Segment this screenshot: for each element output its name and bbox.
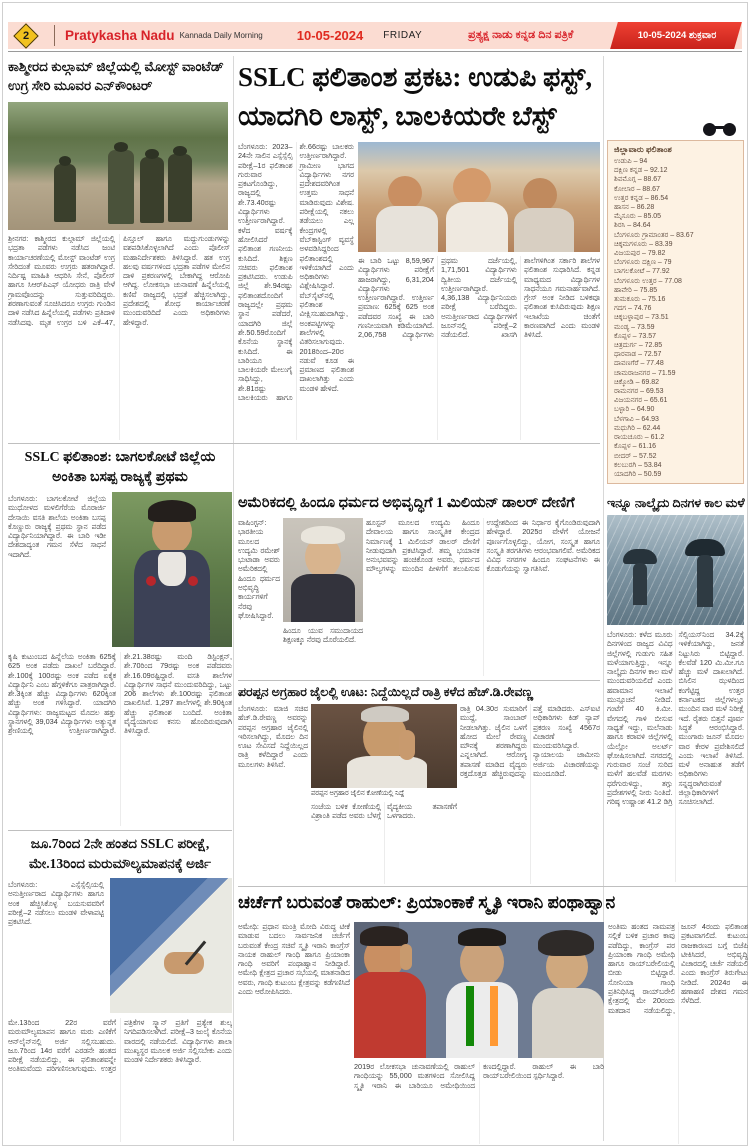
date-ribbon — [606, 22, 738, 49]
sslc-headline: SSLC ಫಲಿತಾಂಶ ಪ್ರಕಟ: ಉಡುಪಿ ಫಸ್ಟ್, ಯಾದಗಿರಿ ಲಾಸ್ಟ್, ಬಾಲಕಿಯರೇ ಬೆಸ್ಟ್ — [238, 62, 593, 131]
revanna-shirt — [347, 756, 427, 788]
pedestrian-figure — [633, 563, 647, 605]
donation-body-mid: ಹಿಂದೂ ಯುವ ಸಮುದಾಯದ ಶಿಕ್ಷಣಕ್ಕೂ ನೆರವು ದೊರೆಯಲಿದೆ. — [283, 626, 363, 645]
student-shirt — [158, 552, 186, 586]
rahul-body-left: ಅಮೇಥಿ: ಪ್ರಧಾನ ಮಂತ್ರಿ ಮೋದಿ ವಿರುದ್ಧ ಟೀಕೆ ಮಾಡುವ ಬದಲು ಸಾರ್ವಜನಿಕ ಚರ್ಚೆಗೆ ಬರುವಂತೆ ಕೇಂದ್ರ ಸಚಿವೆ ಸ್ಮೃತಿ ಇರಾನಿ ಕಾಂಗ್ರೆಸ್ ನಾಯಕ ರಾಹುಲ್ ಗಾಂಧಿ ಹಾಗೂ ಪ್ರಿಯಾಂಕಾ ಗಾಂಧಿ ಅವರಿಗೆ ಪಂಥಾಹ್ವಾನ ನೀಡಿದ್ದಾರೆ. ಅಮೇಥಿ ಕ್ಷೇತ್ರದ ಪ್ರಚಾರ ಸಭೆಯಲ್ಲಿ ಮಾತನಾಡಿದ ಅವರು, ಗಾಂಧಿ ಕುಟುಂಬ ಕ್ಷೇತ್ರವನ್ನು ಕಡೆಗಣಿಸಿದೆ ಎಂದು ಆರೋಪಿಸಿದರು. — [238, 922, 350, 997]
results-title: ಜಿಲ್ಲಾವಾರು ಫಲಿತಾಂಶ — [614, 145, 672, 154]
revanna-body-right: ರಾತ್ರಿ 04.30ರ ಸುಮಾರಿಗೆ ಮುದ್ದೆ, ಸಾಂಬಾರ್ ನೀಡಲಾಗಿತ್ತು. ಜೈಲಿನ ಒಳಗೆ ಹೋದ ಮೇಲೆ ರೇವಣ್ಣ ಮೌನಕ್ಕೆ ಶರಣಾಗಿದ್ದರು ಎನ್ನಲಾಗಿದೆ. ಆರೋಗ್ಯ ತಪಾಸಣೆ ಮಾಡಿದ ವೈದ್ಯರು ರಕ್ತದೊತ್ತಡ ಹೆಚ್ಚಿರುವುದನ್ನು ಪತ್ತೆ ಮಾಡಿದರು. ಎಸ್‌ಐಟಿ ಅಧಿಕಾರಿಗಳು ಕಿಡ್ ನ್ಯಾಪ್ ಪ್ರಕರಣ ಸಂಖ್ಯೆ 4567ರ ವಿಚಾರಣೆ ಮುಂದುವರಿಸಿದ್ದಾರೆ. ನ್ಯಾಯಾಲಯ ಜಾಮೀನು ಅರ್ಜಿಯ ವಿಚಾರಣೆಯನ್ನು ಮುಂದೂಡಿದೆ. — [460, 704, 600, 779]
result-row: ಬೆಂಗಳೂರು ಗ್ರಾಮಾಂತರ – 83.67 — [614, 231, 694, 239]
donation-body-right: ಹೂಸ್ಟನ್ ಮೂಲದ ಉದ್ಯಮಿ ಹಿಂದೂ ದೇವಾಲಯ ಹಾಗೂ ಸಾಂಸ್ಕೃತಿಕ ಕೇಂದ್ರದ ನಿರ್ಮಾಣಕ್ಕೆ 1 ಮಿಲಿಯನ್ ಡಾಲರ್ ದೇಣಿಗೆ ನೀಡುವುದಾಗಿ ಪ್ರಕಟಿಸಿದ್ದಾರೆ. ತಮ್ಮ ಭಯಾನಕ ಅನುಭವವನ್ನು ಹಂಚಿಕೊಂಡ ಅವರು, ಧರ್ಮದ ಮೌಲ್ಯಗಳನ್ನು ಮುಂದಿನ ಪೀಳಿಗೆಗೆ ತಲುಪಿಸುವ ಉದ್ದೇಶದಿಂದ ಈ ನಿರ್ಧಾರ ಕೈಗೊಂಡಿರುವುದಾಗಿ ಹೇಳಿದ್ದಾರೆ. 2025ರ ವೇಳೆಗೆ ಯೋಜನೆ ಪೂರ್ಣಗೊಳ್ಳಲಿದ್ದು, ಯೋಗ, ಸಂಸ್ಕೃತ ಹಾಗೂ ಸಂಸ್ಕೃತಿ ತರಗತಿಗಳು ಆರಂಭವಾಗಲಿವೆ. ಅಮೆರಿಕದ ವಿವಿಧ ನಗರಗಳ ಹಿಂದೂ ಸಂಘಟನೆಗಳು ಈ ಕೊಡುಗೆಯನ್ನು ಸ್ವಾಗತಿಸಿವೆ. — [366, 518, 600, 574]
page-number-badge — [8, 22, 42, 49]
result-row: ಶಿವಮೊಗ್ಗ – 88.67 — [614, 176, 662, 184]
masthead-rule — [8, 51, 742, 52]
rahul-body-mid: 2019ರ ಲೋಕಸಭಾ ಚುನಾವಣೆಯಲ್ಲಿ ರಾಹುಲ್ ಗಾಂಧಿಯನ್ನು 55,000 ಮತಗಳಿಂದ ಸೋಲಿಸಿದ್ದ ಸ್ಮೃತಿ ಇರಾನಿ ಈ ಬಾರಿಯೂ ಅಮೇಥಿಯಿಂದ ಕಣದಲ್ಲಿದ್ದಾರೆ. ರಾಹುಲ್ ಈ ಬಾರಿ ರಾಯ್‌ಬರೇಲಿಯಿಂದ ಸ್ಪರ್ಧಿಸಿದ್ದಾರೆ. — [354, 1062, 604, 1090]
masthead-date: 10-05-2024 — [296, 28, 364, 43]
revanna-body-mid: ಸಂಜೆಯ ಬಳಿಕ ಕೋಣೆಯಲ್ಲಿ ವಿಶ್ರಾಂತಿ ಪಡೆದ ಅವರು ಬೆಳಗ್ಗೆ ವೈದ್ಯಕೀಯ ತಪಾಸಣೆಗೆ ಒಳಗಾದರು. — [311, 802, 457, 821]
priyanka-hair — [538, 930, 594, 956]
donor-suit — [291, 574, 355, 622]
exam-body-top: ಬೆಂಗಳೂರು: ಎಸ್ಸೆಸ್ಸೆಲ್ಸಿಯಲ್ಲಿ ಅನುತ್ತೀರ್ಣರಾದ ವಿದ್ಯಾರ್ಥಿಗಳು ಹಾಗೂ ಅಂಕ ಹೆಚ್ಚಿಸಿಕೊಳ್ಳ ಬಯಸುವವರಿಗೆ ಪರೀಕ್ಷೆ–2 ನಡೆಸಲು ಮಂಡಳಿ ವೇಳಾಪಟ್ಟಿ ಪ್ರಕಟಿಸಿದೆ. — [8, 880, 104, 927]
soldier-figure — [168, 154, 192, 222]
ankita-headline: SSLC ಫಲಿತಾಂಶ: ಬಾಗಲಕೋಟೆ ಜಿಲ್ಲೆಯ ಅಂಕಿತಾ ಬಸಪ್ಪ ರಾಜ್ಯಕ್ಕೆ ಪ್ರಥಮ — [24, 450, 216, 485]
soldier-figure — [54, 164, 76, 222]
rahul-kurta — [446, 982, 518, 1058]
result-row: ಚಿಕ್ಕಬಳ್ಳಾಪುರ – 73.51 — [614, 314, 669, 322]
revanna-headline: ಪರಪ್ಪನ ಅಗ್ರಹಾರ ಜೈಲಲ್ಲಿ ಊಟ: ನಿದ್ದೆಯಿಲ್ಲದೆ ರಾತ್ರಿ ಕಳೆದ ಹೆಚ್.ಡಿ.ರೇವಣ್ಣ — [238, 685, 534, 699]
student-face — [388, 176, 422, 210]
result-row: ರಾಮನಗರ – 69.53 — [614, 388, 664, 396]
results-list — [614, 157, 737, 479]
donation-headline: ಅಮೆರಿಕದಲ್ಲಿ ಹಿಂದೂ ಧರ್ಮದ ಅಭಿವೃದ್ಧಿಗೆ 1 ಮಿಲಿಯನ್ ಡಾಲರ್ ದೇಣಿಗೆ — [238, 495, 575, 511]
column-rule-left — [233, 56, 234, 1141]
revanna-photo — [311, 704, 457, 788]
paper-kannada-title: ಪ್ರತ್ಯಕ್ಷ ನಾಡು ಕನ್ನಡ ದಿನ ಪತ್ರಿಕೆ — [468, 29, 574, 41]
encounter-photo — [8, 102, 228, 230]
rain-streaks — [607, 515, 744, 625]
weather-photo — [607, 515, 744, 625]
soldier-figure — [108, 150, 134, 224]
ankita-body-bottom: ಕೃಷಿ ಕುಟುಂಬದ ಹಿನ್ನೆಲೆಯ ಅಂಕಿತಾ 625ಕ್ಕೆ 625 ಅಂಕ ಪಡೆದು ದಾಖಲೆ ಬರೆದಿದ್ದಾರೆ. ಶೇ.100ಕ್ಕೆ 100ರಷ್ಟು ಅಂಕ ಪಡೆದ ಏಕೈಕ ವಿದ್ಯಾರ್ಥಿನಿ ಎಂಬ ಹೆಗ್ಗಳಿಕೆಗೂ ಪಾತ್ರರಾಗಿದ್ದಾರೆ. ಶೇ.3ಕ್ಕಿಂತ ಹೆಚ್ಚು ವಿದ್ಯಾರ್ಥಿಗಳು 620ಕ್ಕಿಂತ ಹೆಚ್ಚು ಅಂಕ ಗಳಿಸಿದ್ದಾರೆ. ಯಾದಗಿರಿ ವಿದ್ಯಾರ್ಥಿಗಳು: ರಾಜ್ಯಮಟ್ಟದ ಮೊದಲ ಹತ್ತು ಸ್ಥಾನಗಳಲ್ಲಿ 39,034 ವಿದ್ಯಾರ್ಥಿಗಳು ಅತ್ಯುನ್ನತ ಶ್ರೇಣಿಯಲ್ಲಿ ಉತ್ತೀರ್ಣರಾಗಿದ್ದಾರೆ. ಶೇ.21.38ರಷ್ಟು ಮಂದಿ ಡಿಸ್ಟಿಂಕ್ಷನ್, ಶೇ.70ರಿಂದ 79ರಷ್ಟು ಅಂಕ ಪಡೆದವರು ಶೇ.16.09ರಷ್ಟಿದ್ದಾರೆ. ವಸತಿ ಶಾಲೆಗಳ ವಿದ್ಯಾರ್ಥಿಗಳ ಸಾಧನೆ ಮುಂದುವರಿದಿದ್ದು, ಒಟ್ಟು 206 ಶಾಲೆಗಳು ಶೇ.100ರಷ್ಟು ಫಲಿತಾಂಶ ದಾಖಲಿಸಿವೆ. 1,297 ಶಾಲೆಗಳಲ್ಲಿ ಶೇ.90ಕ್ಕಿಂತ ಹೆಚ್ಚು ಫಲಿತಾಂಶ ಬಂದಿದೆ. ಅಂಕಿತಾ ವೈದ್ಯೆಯಾಗುವ ಕನಸು ಹೊಂದಿರುವುದಾಗಿ ತಿಳಿಸಿದ್ದಾರೆ. — [8, 652, 232, 736]
result-row: ಯಾದಗಿರಿ – 50.59 — [614, 470, 662, 478]
result-row: ಚಿಕ್ಕೋಡಿ – 69.82 — [614, 378, 659, 386]
result-row: ಮೈಸೂರು – 85.05 — [614, 213, 662, 221]
result-row: ಕೋಲಾರ – 88.67 — [614, 185, 660, 193]
result-row: ಶಿರಸಿ – 84.64 — [614, 222, 651, 230]
page-number: 2 — [22, 29, 30, 42]
spectacles-bridge — [714, 126, 724, 129]
pedestrian-figure — [697, 555, 713, 607]
district-results-box — [607, 140, 744, 484]
rahul-hair — [458, 928, 506, 946]
section-rule — [8, 443, 600, 444]
masthead — [8, 22, 742, 49]
umbrella — [623, 549, 657, 564]
result-row: ಕೊಪ್ಪಳ – 73.57 — [614, 332, 657, 340]
masthead-day: FRIDAY — [383, 30, 423, 41]
donation-photo — [283, 518, 363, 622]
exam-photo — [110, 878, 232, 1013]
ankita-photo — [112, 492, 232, 647]
student-hair — [148, 500, 196, 522]
paper-tagline: Kannada Daily Morning — [179, 31, 263, 40]
flag-sash-green — [466, 986, 474, 1046]
exam-headline: ಜೂ.7ರಿಂದ 2ನೇ ಹಂತದ SSLC ಪರೀಕ್ಷೆ, ಮೇ.13ರಿಂದ ಮರುಮೌಲ್ಯಮಾಪನಕ್ಕೆ ಅರ್ಜಿ — [28, 836, 212, 871]
revanna-hand — [399, 730, 415, 760]
exam-body-bottom: ಮೇ.13ರಿಂದ 22ರ ವರೆಗೆ ಮರುಮೌಲ್ಯಮಾಪನ ಹಾಗೂ ಮರು ಎಣಿಕೆಗೆ ಆನ್‌ಲೈನ್‌ನಲ್ಲಿ ಅರ್ಜಿ ಸಲ್ಲಿಸಬಹುದು. ಜೂ.7ರಿಂದ 14ರ ವರೆಗೆ ಎರಡನೇ ಹಂತದ ಪರೀಕ್ಷೆ ನಡೆಯಲಿದ್ದು, ಈ ಫಲಿತಾಂಶವನ್ನೇ ಅಂತಿಮವೆಂದು ಪರಿಗಣಿಸಲಾಗುವುದು. ಉತ್ತರ ಪತ್ರಿಕೆಗಳ ಸ್ಕ್ಯಾನ್ ಪ್ರತಿಗೆ ಪ್ರತ್ಯೇಕ ಶುಲ್ಕ ನಿಗದಿಪಡಿಸಲಾಗಿದೆ. ಪರೀಕ್ಷೆ–3 ಜುಲೈ ಕೊನೆಯ ವಾರದಲ್ಲಿ ನಡೆಯಲಿದೆ. ವಿದ್ಯಾರ್ಥಿಗಳು ಶಾಲಾ ಮುಖ್ಯಸ್ಥರ ಮೂಲಕ ಅರ್ಜಿ ಸಲ್ಲಿಸಬೇಕು ಎಂದು ಮಂಡಳಿ ನಿರ್ದೇಶಕರು ತಿಳಿಸಿದ್ದಾರೆ. — [8, 1018, 232, 1074]
uniform-badge — [188, 576, 198, 586]
paper-name: Pratykasha Nadu — [65, 28, 175, 43]
result-row: ಹಾವೇರಿ – 75.85 — [614, 286, 658, 294]
result-row: ಧಾರವಾಡ – 72.57 — [614, 351, 662, 359]
result-row: ಹಾಸನ – 86.28 — [614, 204, 655, 212]
pointing-hand — [400, 944, 412, 970]
result-row: ವಿಜಯನಗರ – 65.61 — [614, 397, 668, 405]
section-rule — [8, 830, 232, 831]
result-row: ದಕ್ಷಿಣ ಕನ್ನಡ – 92.12 — [614, 167, 668, 175]
result-row: ಬೀದರ್ – 57.52 — [614, 452, 657, 460]
section-rule — [238, 886, 748, 887]
student-dress — [446, 202, 508, 252]
uniform-badge — [146, 576, 156, 586]
smriti-saree — [354, 972, 426, 1058]
result-row: ದಾವಣಗೆರೆ – 77.48 — [614, 360, 664, 368]
spectacles-lens — [703, 123, 716, 136]
sslc-body-right: ಈ ಬಾರಿ ಒಟ್ಟು 8,59,967 ವಿದ್ಯಾರ್ಥಿಗಳು ಪರೀಕ್ಷೆಗೆ ಹಾಜರಾಗಿದ್ದು, 6,31,204 ವಿದ್ಯಾರ್ಥಿಗಳು ಉತ್ತೀರ್ಣರಾಗಿದ್ದಾರೆ. ಉತ್ತೀರ್ಣ ಪ್ರಮಾಣ: 625ಕ್ಕೆ 625 ಅಂಕ ಪಡೆದವರ ಸಂಖ್ಯೆ ಈ ಬಾರಿ ಗಣನೀಯವಾಗಿ ಕಡಿಮೆಯಾಗಿದೆ. 2,06,758 ವಿದ್ಯಾರ್ಥಿಗಳು ಪ್ರಥಮ ದರ್ಜೆಯಲ್ಲಿ, 1,71,501 ವಿದ್ಯಾರ್ಥಿಗಳು ದ್ವಿತೀಯ ದರ್ಜೆಯಲ್ಲಿ ಉತ್ತೀರ್ಣರಾಗಿದ್ದಾರೆ. 4,36,138 ವಿದ್ಯಾರ್ಥಿನಿಯರು ಪರೀಕ್ಷೆ ಬರೆದಿದ್ದರು. ಅನುತ್ತೀರ್ಣರಾದ ವಿದ್ಯಾರ್ಥಿಗಳಿಗೆ ಜೂನ್‌ನಲ್ಲಿ ಪರೀಕ್ಷೆ–2 ನಡೆಯಲಿದೆ. ಖಾಸಗಿ ಶಾಲೆಗಳಿಗಿಂತ ಸರ್ಕಾರಿ ಶಾಲೆಗಳ ಫಲಿತಾಂಶ ಸುಧಾರಿಸಿದೆ. ಕನ್ನಡ ಮಾಧ್ಯಮದ ವಿದ್ಯಾರ್ಥಿಗಳ ಸಾಧನೆಯೂ ಗಮನಾರ್ಹವಾಗಿದೆ. ಗ್ರೇಸ್ ಅಂಕ ನೀಡಿದ ಬಳಿಕವೂ ಫಲಿತಾಂಶ ಕುಸಿದಿರುವುದು ಶಿಕ್ಷಣ ಇಲಾಖೆಯ ಚಿಂತೆಗೆ ಕಾರಣವಾಗಿದೆ ಎಂದು ಮಂಡಳಿ ತಿಳಿಸಿದೆ. — [358, 256, 600, 340]
result-row: ರಾಯಚೂರು – 61.2 — [614, 434, 665, 442]
encounter-headline: ಕಾಶ್ಮೀರದ ಕುಲ್ಗಾಮ್ ಜಿಲ್ಲೆಯಲ್ಲಿ ಮೋಸ್ಟ್ ವಾಂಟೆಡ್ ಉಗ್ರ ಸೇರಿ ಮೂವರ ಎನ್‌ಕೌಂಟರ್ — [8, 59, 224, 93]
result-row: ತುಮಕೂರು – 75.16 — [614, 296, 666, 304]
result-row: ಬೆಳಗಾವಿ – 64.93 — [614, 415, 659, 423]
weather-body: ಬೆಂಗಳೂರು: ಕಳೆದ ಮೂರು ದಿನಗಳಿಂದ ರಾಜ್ಯದ ವಿವಿಧ ಜಿಲ್ಲೆಗಳಲ್ಲಿ ಗುಡುಗು ಸಹಿತ ಮಳೆಯಾಗುತ್ತಿದ್ದು, ಇನ್ನೂ ನಾಲ್ಕೈದು ದಿನಗಳ ಕಾಲ ಮಳೆ ಮುಂದುವರಿಯಲಿದೆ ಎಂದು ಹವಾಮಾನ ಇಲಾಖೆ ಮುನ್ಸೂಚನೆ ನೀಡಿದೆ. ಗಂಟೆಗೆ 40 ಕಿ.ಮೀ. ವೇಗದಲ್ಲಿ ಗಾಳಿ ಬೀಸುವ ಸಾಧ್ಯತೆ ಇದ್ದು, ಮಲೆನಾಡು ಹಾಗೂ ಕರಾವಳಿ ಜಿಲ್ಲೆಗಳಲ್ಲಿ ಯೆಲ್ಲೋ ಅಲರ್ಟ್ ಘೋಷಿಸಲಾಗಿದೆ. ನಗರದಲ್ಲಿ ಗುರುವಾರ ಸಂಜೆ ಸುರಿದ ಮಳೆಗೆ ಹಲವೆಡೆ ಮರಗಳು ಧರೆಗುರುಳಿದ್ದು, ತಗ್ಗು ಪ್ರದೇಶಗಳಲ್ಲಿ ನೀರು ನಿಂತಿದೆ. ಗರಿಷ್ಠ ಉಷ್ಣಾಂಶ 41.2 ಡಿಗ್ರಿ ಸೆಲ್ಸಿಯಸ್‌ನಿಂದ 34.2ಕ್ಕೆ ಇಳಿಕೆಯಾಗಿದ್ದು, ಜನತೆ ನಿಟ್ಟುಸಿರು ಬಿಟ್ಟಿದ್ದಾರೆ. ಕೆಲವೆಡೆ 120 ಮಿ.ಮೀ.ಗೂ ಹೆಚ್ಚು ಮಳೆ ದಾಖಲಾಗಿದೆ. ಬಿಸಿಲಿನ ಝಳದಿಂದ ಕಂಗೆಟ್ಟಿದ್ದ ಉತ್ತರ ಕರ್ನಾಟಕದ ಜಿಲ್ಲೆಗಳಲ್ಲೂ ಮುಂದಿನ ವಾರ ಮಳೆ ನಿರೀಕ್ಷೆ ಇದೆ. ರೈತರು ಬಿತ್ತನೆ ಪೂರ್ವ ಸಿದ್ಧತೆ ಆರಂಭಿಸಿದ್ದಾರೆ. ಮುಂಗಾರು ಜೂನ್ ಮೊದಲ ವಾರ ಕೇರಳ ಪ್ರವೇಶಿಸಲಿದೆ ಎಂದು ಇಲಾಖೆ ತಿಳಿಸಿದೆ. ಮಳೆ ಅನಾಹುತ ತಡೆಗೆ ಅಧಿಕಾರಿಗಳು ಸನ್ನದ್ಧರಾಗಿರುವಂತೆ ಜಿಲ್ಲಾಧಿಕಾರಿಗಳಿಗೆ ಸೂಚಿಸಲಾಗಿದೆ. — [607, 630, 744, 807]
result-row: ಬಳ್ಳಾರಿ – 64.90 — [614, 406, 655, 414]
result-row: ಕೊಪ್ಪಳ – 61.16 — [614, 443, 657, 451]
donor-hair — [301, 526, 345, 544]
donation-body-left: ವಾಷಿಂಗ್ಟನ್: ಭಾರತೀಯ ಮೂಲದ ಉದ್ಯಮಿ ರಮೇಶ್ ಭುಟಾಡಾ ಅವರು ಅಮೆರಿಕದಲ್ಲಿ ಹಿಂದೂ ಧರ್ಮದ ಅಭಿವೃದ್ಧಿ ಕಾರ್ಯಗಳಿಗೆ ನೆರವು ಘೋಷಿಸಿದ್ದಾರೆ. — [238, 518, 280, 620]
masthead-divider — [54, 25, 55, 46]
result-row: ಬೆಂಗಳೂರು ದಕ್ಷಿಣ – 79 — [614, 259, 672, 267]
sslc-body-left: ಬೆಂಗಳೂರು: 2023–24ನೇ ಸಾಲಿನ ಎಸ್ಸೆಸ್ಸೆಲ್ಸಿ ಪರೀಕ್ಷೆ–1ರ ಫಲಿತಾಂಶ ಗುರುವಾರ ಪ್ರಕಟಗೊಂಡಿದ್ದು, ರಾಜ್ಯದಲ್ಲಿ ಶೇ.73.40ರಷ್ಟು ವಿದ್ಯಾರ್ಥಿಗಳು ಉತ್ತೀರ್ಣರಾಗಿದ್ದಾರೆ. ಕಳೆದ ವರ್ಷಕ್ಕೆ ಹೋಲಿಸಿದರೆ ಫಲಿತಾಂಶ ಗಣನೀಯ ಕುಸಿದಿದೆ. ಶಿಕ್ಷಣ ಸಚಿವರು ಫಲಿತಾಂಶ ಪ್ರಕಟಿಸಿದರು. ಉಡುಪಿ ಜಿಲ್ಲೆ ಶೇ.94ರಷ್ಟು ಫಲಿತಾಂಶದೊಂದಿಗೆ ರಾಜ್ಯದಲ್ಲೇ ಪ್ರಥಮ ಸ್ಥಾನ ಪಡೆದರೆ, ಯಾದಗಿರಿ ಜಿಲ್ಲೆ ಶೇ.50.59ರೊಂದಿಗೆ ಕೊನೆಯ ಸ್ಥಾನಕ್ಕೆ ಕುಸಿದಿದೆ. ಈ ಬಾರಿಯೂ ಬಾಲಕಿಯರೇ ಮೇಲುಗೈ ಸಾಧಿಸಿದ್ದು, ಶೇ.81ರಷ್ಟು ಬಾಲಕಿಯರು ಹಾಗೂ ಶೇ.66ರಷ್ಟು ಬಾಲಕರು ಉತ್ತೀರ್ಣರಾಗಿದ್ದಾರೆ. ಗ್ರಾಮೀಣ ಭಾಗದ ವಿದ್ಯಾರ್ಥಿಗಳು ನಗರ ಪ್ರದೇಶದವರಿಗಿಂತ ಉತ್ತಮ ಸಾಧನೆ ಮಾಡಿರುವುದು ವಿಶೇಷ. ಪರೀಕ್ಷೆಯಲ್ಲಿ ನಕಲು ತಡೆಯಲು ಎಲ್ಲ ಕೇಂದ್ರಗಳಲ್ಲಿ ವೆಬ್‌ಕಾಸ್ಟಿಂಗ್ ವ್ಯವಸ್ಥೆ ಅಳವಡಿಸಿದ್ದರಿಂದ ಫಲಿತಾಂಶದಲ್ಲಿ ಇಳಿಕೆಯಾಗಿದೆ ಎಂದು ಅಧಿಕಾರಿಗಳು ವಿಶ್ಲೇಷಿಸಿದ್ದಾರೆ. ವೆಬ್‌ಸೈಟ್‌ನಲ್ಲಿ ಫಲಿತಾಂಶ ವೀಕ್ಷಿಸಬಹುದಾಗಿದ್ದು, ಅಂಕಪಟ್ಟಿಗಳನ್ನು ಶಾಲೆಗಳಲ್ಲಿ ವಿತರಿಸಲಾಗುವುದು. 2018ರಿಂದ–20ರ ನಡುವೆ ಕೂಡ ಈ ಪ್ರಮಾಣದ ಫಲಿತಾಂಶ ದಾಖಲಾಗಿತ್ತು ಎಂದು ಮಂಡಳಿ ಹೇಳಿದೆ. — [238, 142, 354, 403]
result-row: ಉತ್ತರ ಕನ್ನಡ – 86.54 — [614, 194, 669, 202]
result-row: ಮಂಡ್ಯ – 73.59 — [614, 323, 655, 331]
weather-headline: ಇನ್ನೂ ನಾಲ್ಕೈದು ದಿನಗಳ ಕಾಲ ಮಳೆ — [607, 496, 745, 510]
smriti-hair — [360, 926, 408, 946]
ribbon-date: 10-05-2024 ಶುಕ್ರವಾರ — [637, 30, 717, 41]
ankita-body-top: ಬೆಂಗಳೂರು: ಬಾಗಲಕೋಟೆ ಜಿಲ್ಲೆಯ ಮುಧೋಳದ ಮಳಲಿಗೆರೆಯ ಮೊರಾರ್ಜಿ ದೇಸಾಯಿ ವಸತಿ ಶಾಲೆಯ ಅಂಕಿತಾ ಬಸಪ್ಪ ಕೊಣ್ಣುರು ರಾಜ್ಯಕ್ಕೆ ಪ್ರಥಮ ಸ್ಥಾನ ಪಡೆದ ವಿದ್ಯಾರ್ಥಿನಿಯಾಗಿದ್ದಾರೆ. ಈ ಬಾರಿ ಇಡೀ ದೇಶದಾದ್ಯಂತ ಗಮನ ಸೆಳೆದ ಸಾಧನೆ ಇದಾಗಿದೆ. — [8, 494, 106, 559]
rahul-headline: ಚರ್ಚೆಗೆ ಬರುವಂತೆ ರಾಹುಲ್: ಪ್ರಿಯಾಂಕಾಕೆ ಸ್ಮೃತಿ ಇರಾನಿ ಪಂಥಾಹ್ವಾನ — [238, 892, 616, 912]
rahul-body-right: ಅಂತಿಮ ಹಂತದ ನಾಮಪತ್ರ ಸಲ್ಲಿಕೆ ಬಳಿಕ ಪ್ರಚಾರ ಕಾವು ಪಡೆದಿದ್ದು, ಕಾಂಗ್ರೆಸ್ ಪರ ಪ್ರಿಯಾಂಕಾ ಗಾಂಧಿ ಅಮೇಥಿ ಹಾಗೂ ರಾಯ್‌ಬರೇಲಿಯಲ್ಲಿ ಬೀಡು ಬಿಟ್ಟಿದ್ದಾರೆ. ಸೋನಿಯಾ ಗಾಂಧಿ ಪ್ರತಿನಿಧಿಸಿದ್ದ ರಾಯ್‌ಬರೇಲಿ ಕ್ಷೇತ್ರದಲ್ಲಿ ಮೇ 20ರಂದು ಮತದಾನ ನಡೆಯಲಿದ್ದು, ಜೂನ್ 4ರಂದು ಫಲಿತಾಂಶ ಪ್ರಕಟವಾಗಲಿದೆ. ಕುಟುಂಬ ರಾಜಕಾರಣದ ಬಗ್ಗೆ ಬಿಜೆಪಿ ಟೀಕಿಸಿದರೆ, ಅಭಿವೃದ್ಧಿ ವಿಚಾರದಲ್ಲಿ ಚರ್ಚೆ ನಡೆಯಲಿ ಎಂದು ಕಾಂಗ್ರೆಸ್ ತಿರುಗೇಟು ನೀಡಿದೆ. 2024ರ ಈ ಹಣಾಹಣಿ ದೇಶದ ಗಮನ ಸೆಳೆದಿದೆ. — [608, 922, 748, 1015]
student-dress — [376, 206, 438, 252]
result-row: ಚಾಮರಾಜನಗರ – 71.59 — [614, 369, 676, 377]
result-row: ಬಾಗಲಕೋಟೆ – 77.92 — [614, 268, 670, 276]
rahul-photo — [354, 922, 604, 1058]
priyanka-shawl — [532, 988, 604, 1058]
spectacles-lens — [723, 123, 736, 136]
result-row: ಮಧುಗಿರಿ – 62.44 — [614, 424, 661, 432]
result-row: ಚಿತ್ರದುರ್ಗ – 72.85 — [614, 342, 663, 350]
result-row: ಚಿಕ್ಕಮಗಳೂರು – 83.39 — [614, 240, 673, 248]
soldier-figure — [140, 157, 164, 223]
result-row: ಕಲಬುರಗಿ – 53.84 — [614, 461, 662, 469]
section-rule — [238, 680, 600, 681]
revanna-body-left: ಬೆಂಗಳೂರು: ಮಾಜಿ ಸಚಿವ ಹೆಚ್.ಡಿ.ರೇವಣ್ಣ ಅವರನ್ನು ಪರಪ್ಪನ ಅಗ್ರಹಾರ ಜೈಲಿನಲ್ಲಿ ಇರಿಸಲಾಗಿದ್ದು, ಮೊದಲ ದಿನ ಊಟ ಸೇವಿಸದೆ ನಿದ್ದೆಯಿಲ್ಲದ ರಾತ್ರಿ ಕಳೆದಿದ್ದಾರೆ ಎಂದು ಮೂಲಗಳು ತಿಳಿಸಿವೆ. — [238, 704, 308, 769]
result-row: ವಿಜಯಪುರ – 79.82 — [614, 250, 666, 258]
spectacles-icon — [697, 120, 743, 138]
revanna-hair — [361, 706, 409, 722]
result-row: ಗದಗ – 74.76 — [614, 305, 652, 313]
result-row: ಬೆಂಗಳೂರು ಉತ್ತರ – 77.08 — [614, 277, 682, 285]
sslc-photo — [358, 142, 600, 252]
result-row: ಉಡುಪಿ – 94 — [614, 158, 648, 165]
umbrella — [685, 539, 725, 556]
encounter-body: ಶ್ರೀನಗರ: ಕಾಶ್ಮೀರದ ಕುಲ್ಗಾಮ್ ಜಿಲ್ಲೆಯಲ್ಲಿ ಭದ್ರತಾ ಪಡೆಗಳು ನಡೆಸಿದ ಜಂಟಿ ಕಾರ್ಯಾಚರಣೆಯಲ್ಲಿ ಮೋಸ್ಟ್ ವಾಂಟೆಡ್ ಉಗ್ರ ಸೇರಿದಂತೆ ಮೂವರು ಉಗ್ರರು ಹತರಾಗಿದ್ದಾರೆ. ನಿರ್ದಿಷ್ಟ ಮಾಹಿತಿ ಆಧರಿಸಿ ಸೇನೆ, ಪೊಲೀಸ್ ಹಾಗೂ ಸಿಆರ್‌ಪಿಎಫ್ ಯೋಧರು ರಾತ್ರಿ ವೇಳೆ ಗ್ರಾಮವೊಂದನ್ನು ಸುತ್ತುವರಿದಿದ್ದರು. ಶರಣಾಗುವಂತೆ ಸೂಚಿಸಿದರೂ ಉಗ್ರರು ಗುಂಡಿನ ದಾಳಿ ನಡೆಸಿದ ಹಿನ್ನೆಲೆಯಲ್ಲಿ ಪಡೆಗಳು ಪ್ರತಿದಾಳಿ ನಡೆಸಿದವು. ಮೃತ ಉಗ್ರರ ಬಳಿ ಎಕೆ–47, ಪಿಸ್ತೂಲ್ ಹಾಗೂ ಮದ್ದುಗುಂಡುಗಳನ್ನು ವಶಪಡಿಸಿಕೊಳ್ಳಲಾಗಿದೆ ಎಂದು ಪೊಲೀಸ್ ಮಹಾನಿರ್ದೇಶಕರು ತಿಳಿಸಿದ್ದಾರೆ. ಹತ ಉಗ್ರ ಹಲವು ವರ್ಷಗಳಿಂದ ಭದ್ರತಾ ಪಡೆಗಳ ಮೇಲಿನ ದಾಳಿ ಪ್ರಕರಣಗಳಲ್ಲಿ ಬೇಕಾಗಿದ್ದ ಆರೋಪಿ ಆಗಿದ್ದ. ಲೋಕಸಭಾ ಚುನಾವಣೆ ಹಿನ್ನೆಲೆಯಲ್ಲಿ ಕಣಿವೆ ರಾಜ್ಯದಲ್ಲಿ ಭದ್ರತೆ ಹೆಚ್ಚಿಸಲಾಗಿದ್ದು, ಪ್ರದೇಶದಲ್ಲಿ ಶೋಧ ಕಾರ್ಯಾಚರಣೆ ಮುಂದುವರಿದಿದೆ ಎಂದು ಅಧಿಕಾರಿಗಳು ಹೇಳಿದ್ದಾರೆ. — [8, 234, 230, 327]
student-face — [523, 178, 557, 212]
revanna-caption: ಪರಪ್ಪನ ಅಗ್ರಹಾರ ಜೈಲಿನ ಕೋಣೆಯಲ್ಲಿ ನಿದ್ದೆ — [311, 790, 405, 797]
student-face — [453, 168, 491, 206]
flag-sash-saffron — [490, 986, 498, 1046]
student-dress — [514, 208, 574, 252]
